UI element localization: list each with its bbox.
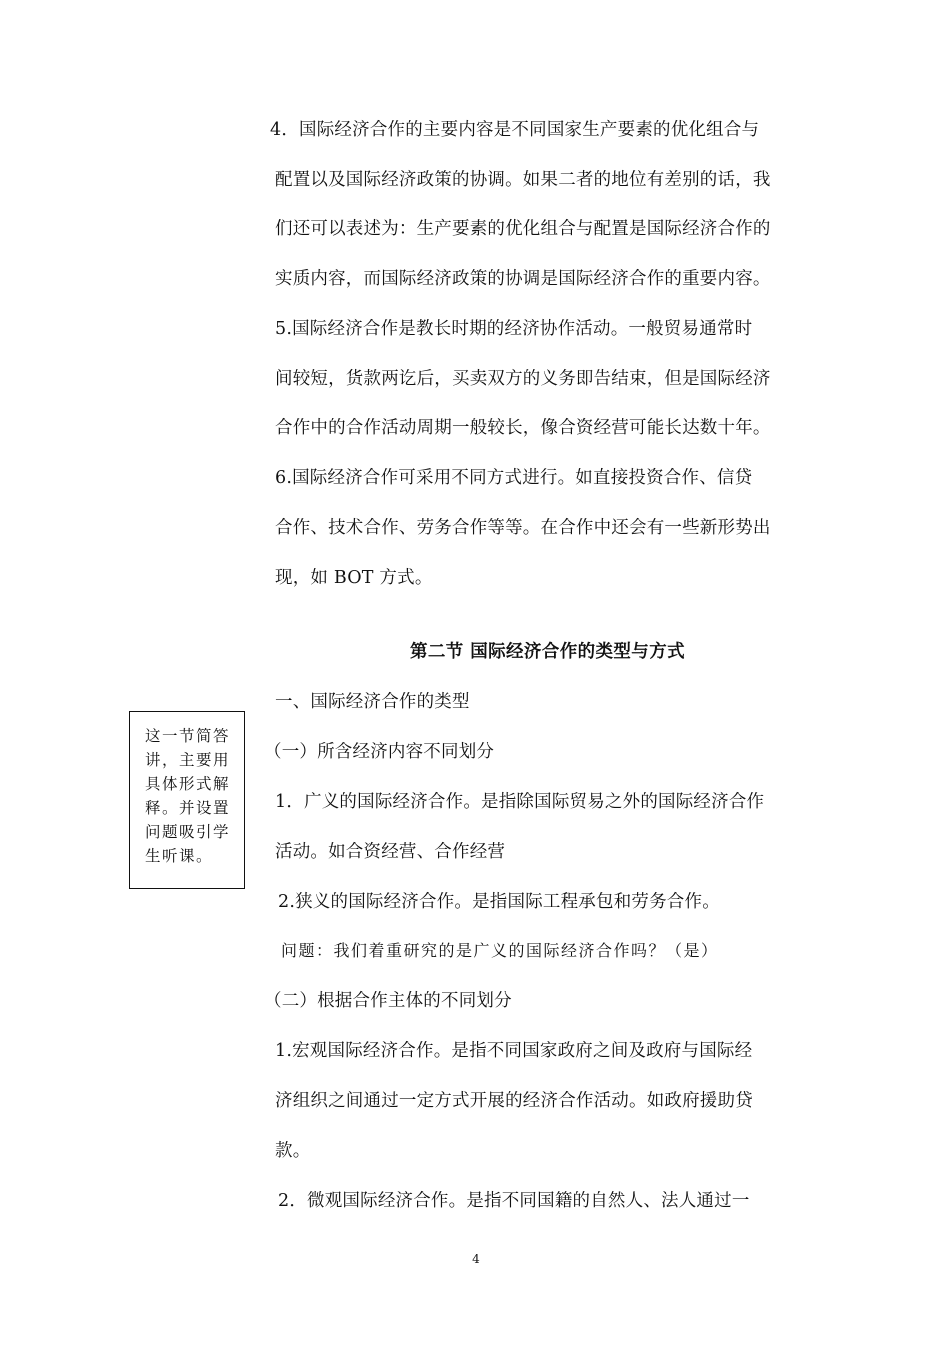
body-line-1: 4．国际经济合作的主要内容是不同国家生产要素的优化组合与	[270, 120, 760, 140]
body-line-10: 现，如 BOT 方式。	[275, 568, 433, 588]
body-line-5: 5.国际经济合作是教长时期的经济协作活动。一般贸易通常时	[275, 319, 753, 339]
section-line-4: 活动。如合资经营、合作经营	[275, 842, 506, 862]
section-line-5: 2.狭义的国际经济合作。是指国际工程承包和劳务合作。	[278, 892, 720, 912]
section-line-11: 2．微观国际经济合作。是指不同国籍的自然人、法人通过一	[278, 1191, 750, 1211]
section-heading: 第二节 国际经济合作的类型与方式	[410, 642, 685, 662]
section-line-10: 款。	[275, 1141, 311, 1161]
body-line-7: 合作中的合作活动周期一般较长，像合资经营可能长达数十年。	[275, 418, 771, 438]
body-line-9: 合作、技术合作、劳务合作等等。在合作中还会有一些新形势出	[275, 518, 771, 538]
margin-note-text: 这一节简答讲，主要用具体形式解释。并设置问题吸引学生听课。	[145, 727, 231, 865]
body-line-3: 们还可以表述为：生产要素的优化组合与配置是国际经济合作的	[275, 219, 771, 239]
section-line-2: （一）所含经济内容不同划分	[264, 742, 495, 762]
body-line-6: 间较短，货款两讫后，买卖双方的义务即告结束，但是国际经济	[275, 369, 771, 389]
body-line-4: 实质内容，而国际经济政策的协调是国际经济合作的重要内容。	[275, 269, 771, 289]
body-line-8: 6.国际经济合作可采用不同方式进行。如直接投资合作、信贷	[275, 468, 753, 488]
margin-note-box	[129, 711, 245, 889]
page-number: 4	[472, 1252, 480, 1266]
section-line-1: 一、国际经济合作的类型	[275, 692, 470, 712]
section-line-9: 济组织之间通过一定方式开展的经济合作活动。如政府援助贷	[275, 1091, 753, 1111]
section-line-7: （二）根据合作主体的不同划分	[264, 991, 512, 1011]
body-line-2: 配置以及国际经济政策的协调。如果二者的地位有差别的话，我	[275, 170, 771, 190]
section-line-8: 1.宏观国际经济合作。是指不同国家政府之间及政府与国际经	[275, 1041, 753, 1061]
section-line-3: 1．广义的国际经济合作。是指除国际贸易之外的国际经济合作	[275, 792, 765, 812]
question-line: 问题：我们着重研究的是广义的国际经济合作吗？（是）	[281, 941, 719, 960]
